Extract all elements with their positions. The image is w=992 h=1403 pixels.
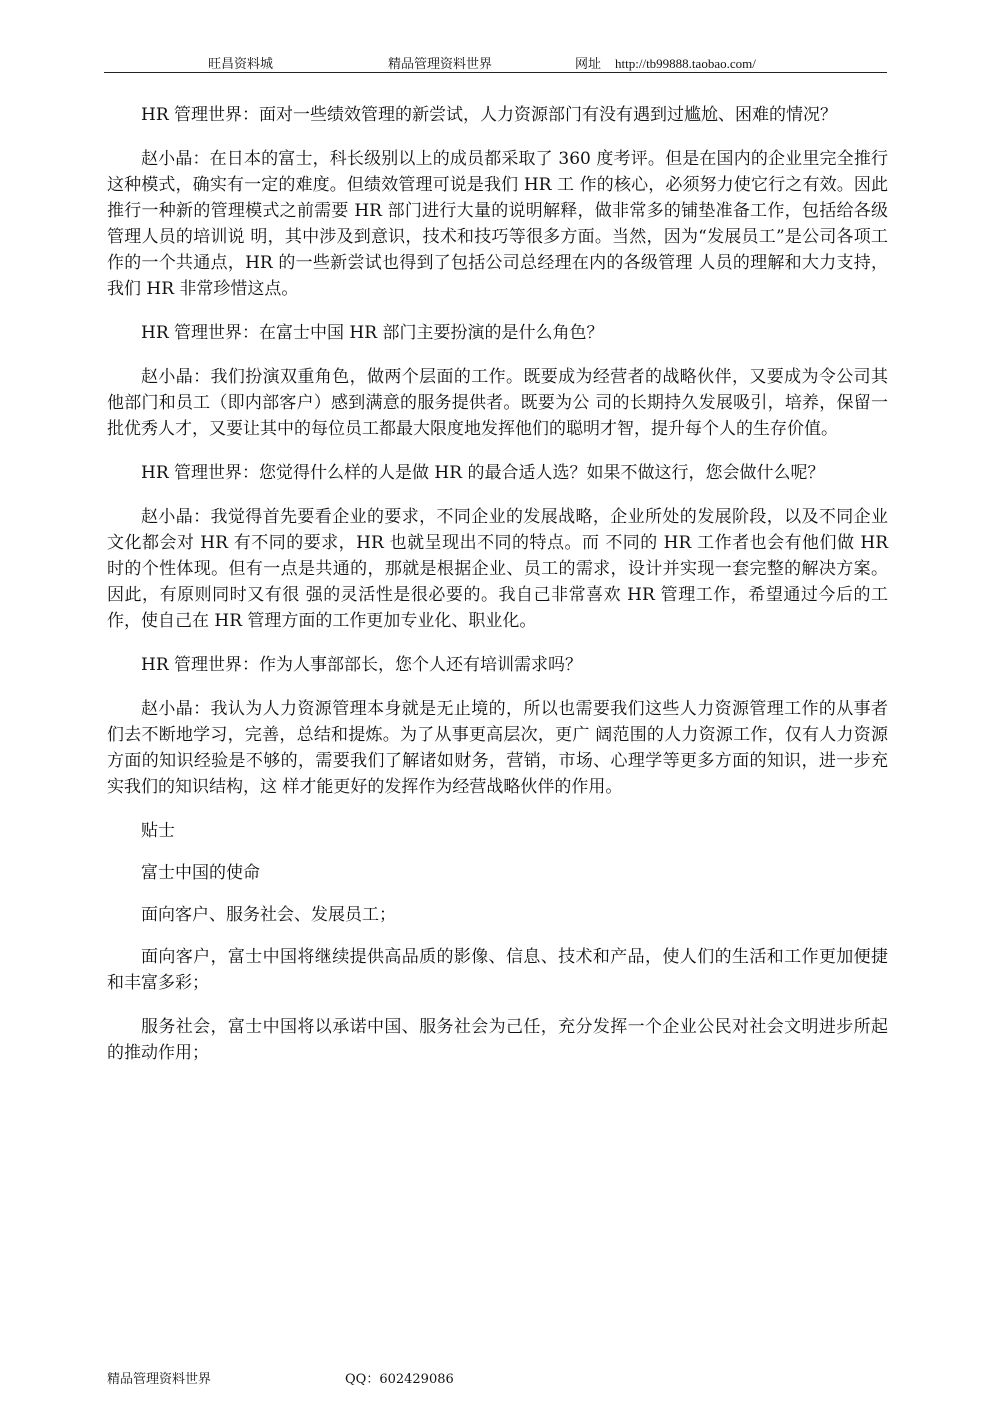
document-body (107, 102, 888, 1084)
header-shop-name: 旺昌资料城 (208, 57, 274, 72)
header-site-name: 精品管理资料世界 (388, 57, 493, 72)
mission-summary: 面向客户、服务社会、发展员工； (141, 905, 396, 925)
tips-heading: 贴士 (141, 821, 175, 841)
answer-paragraph: 赵小晶：我认为人力资源管理本身就是无止境的，所以也需要我们这些人力资源管理工作的从事者们去不断地学习，完善，总结和提炼。为了从事更高层次，更广 阔范围的人力资源工作，仅有人力资源方面的知识经验是不够的，需要我们了解诸如财务，营销，市场、心理学等更多方面的知识，进一步充实我们的知识结构，这 样才能更好的发挥作为经营战略伙伴的作用。 (107, 699, 888, 797)
page-header (104, 50, 887, 73)
answer-paragraph: 赵小晶：我觉得首先要看企业的要求，不同企业的发展战略，企业所处的发展阶段，以及不同企业文化都会对 HR 有不同的要求，HR 也就呈现出不同的特点。而 不同的 HR 工作者也会有他们做 HR 时的个性体现。但有一点是共通的，那就是根据企业、员工的需求，设计并实现一套完整的解决方案。因此，有原则同时又有很 强的灵活性是很必要的。我自己非常喜欢 HR 管理工作，希望通过今后的工作，使自己在 HR 管理方面的工作更加专业化、职业化。 (107, 507, 888, 631)
header-url-label: 网址 (575, 57, 602, 72)
mission-customers: 面向客户，富士中国将继续提供高品质的影像、信息、技术和产品，使人们的生活和工作更加便捷和丰富多彩； (107, 947, 888, 993)
footer-site-name: 精品管理资料世界 (107, 1372, 212, 1387)
header-url-block (575, 53, 756, 72)
question-paragraph: HR 管理世界：您觉得什么样的人是做 HR 的最合适人选？如果不做这行，您会做什么呢？ (141, 463, 825, 483)
footer-qq: QQ：602429086 (345, 1372, 454, 1387)
mission-heading: 富士中国的使命 (141, 863, 260, 883)
page-footer (107, 1368, 454, 1387)
question-paragraph: HR 管理世界：面对一些绩效管理的新尝试，人力资源部门有没有遇到过尴尬、困难的情况？ (141, 105, 838, 125)
answer-paragraph: 赵小晶：在日本的富士，科长级别以上的成员都采取了 360 度考评。但是在国内的企业里完全推行这种模式，确实有一定的难度。但绩效管理可说是我们 HR 工 作的核心，必须努力使它行之有效。因此推行一种新的管理模式之前需要 HR 部门进行大量的说明解释，做非常多的铺垫准备工作，包括给各级管理人员的培训说 明，其中涉及到意识，技术和技巧等很多方面。当然，因为“发展员工”是公司各项工作的一个共通点，HR 的一些新尝试也得到了包括公司总经理在内的各级管理 人员的理解和大力支持，我们 HR 非常珍惜这点。 (107, 149, 888, 299)
question-paragraph: HR 管理世界：作为人事部部长，您个人还有培训需求吗？ (141, 655, 583, 675)
mission-society: 服务社会，富士中国将以承诺中国、服务社会为己任，充分发挥一个企业公民对社会文明进步所起的推动作用； (107, 1017, 888, 1063)
question-paragraph: HR 管理世界：在富士中国 HR 部门主要扮演的是什么角色？ (141, 323, 604, 343)
header-url[interactable]: http://tb99888.taobao.com/ (615, 56, 756, 71)
answer-paragraph: 赵小晶：我们扮演双重角色，做两个层面的工作。既要成为经营者的战略伙伴，又要成为令公司其他部门和员工（即内部客户）感到满意的服务提供者。既要为公 司的长期持久发展吸引，培养，保留一批优秀人才，又要让其中的每位员工都最大限度地发挥他们的聪明才智，提升每个人的生存价值。 (107, 367, 888, 439)
